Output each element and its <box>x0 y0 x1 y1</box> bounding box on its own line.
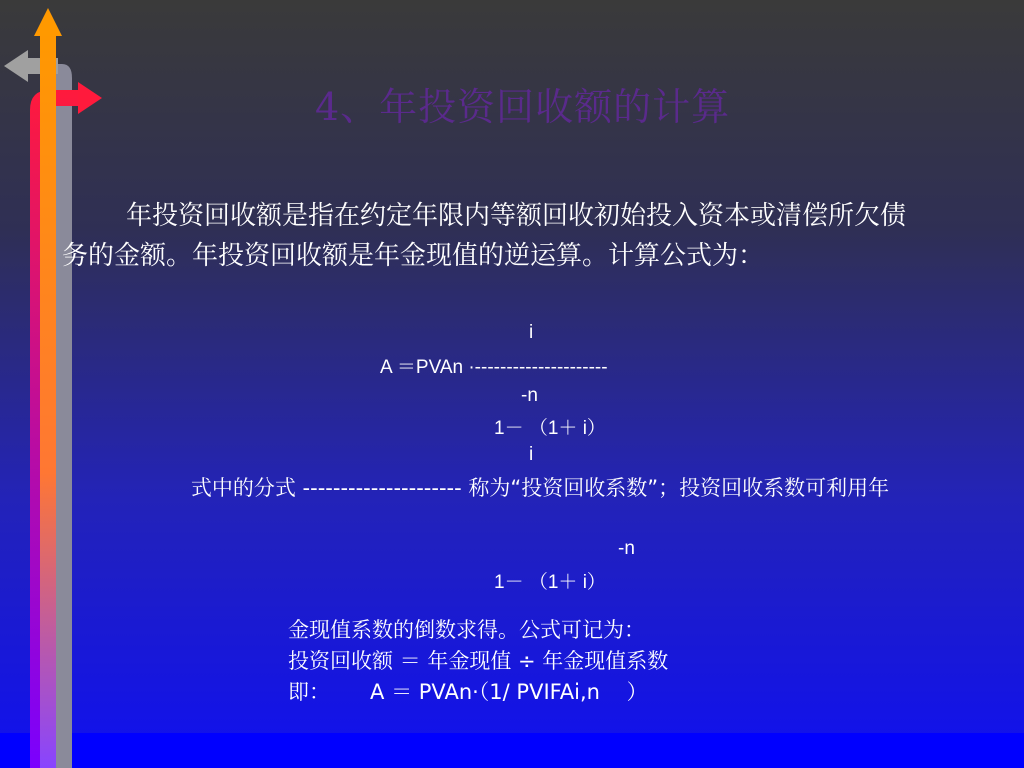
note-denominator: 1－ （1＋ i） <box>494 572 606 593</box>
arrow-decoration <box>0 0 110 768</box>
formula-numerator: i <box>529 322 534 343</box>
formula-exponent: -n <box>521 385 538 406</box>
note-exponent: -n <box>618 538 635 559</box>
intro-text: 年投资回收额是指在约定年限内等额回收初始投入资本或清偿所欠债务的金额。年投资回收额是年金现值的逆运算。计算公式为： <box>62 201 907 271</box>
red-right-arrow-icon <box>78 82 102 114</box>
text-line-3: 即： A ＝ PVAn·（1/ PVIFAi,n ） <box>288 680 648 704</box>
slide-title: 4、年投资回收额的计算 <box>315 85 731 129</box>
bottom-band <box>0 733 1024 768</box>
orange-arrow-icon <box>40 30 56 768</box>
text-line-2: 投资回收额 ＝ 年金现值 ÷ 年金现值系数 <box>288 649 669 673</box>
formula-denominator: 1－ （1＋ i） <box>494 418 606 439</box>
note-text: 式中的分式 --------------------- 称为“投资回收系数”；投资回收系数可利用年 <box>190 476 890 500</box>
intro-paragraph <box>62 196 922 276</box>
note-numerator: i <box>529 444 534 465</box>
text-line-1: 金现值系数的倒数求得。公式可记为： <box>288 618 645 642</box>
formula-lhs: A ＝PVAn ·--------------------- <box>380 357 608 378</box>
orange-up-arrow-icon <box>34 8 62 36</box>
gray-left-arrow-icon <box>4 50 28 82</box>
